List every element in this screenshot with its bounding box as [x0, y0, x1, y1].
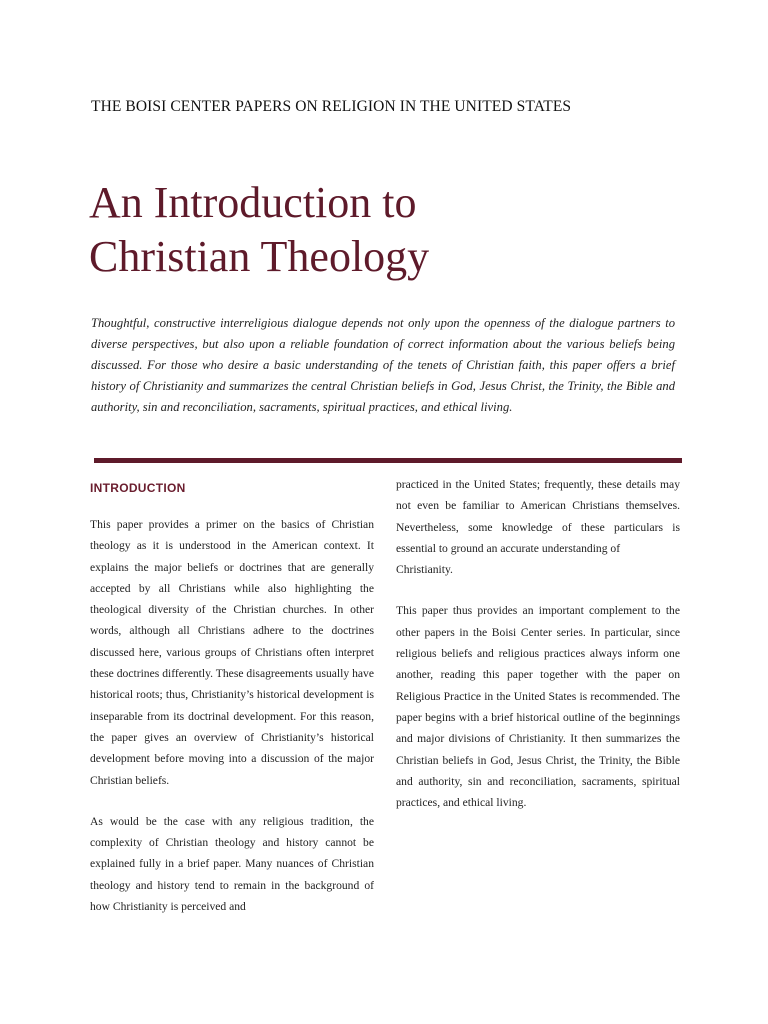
- section-divider: [94, 458, 682, 463]
- paragraph: This paper provides a primer on the basics of Christian theology as it is understood in the American context. It explains the major beliefs or doctrines that are generally accepted by all Christians while also highlighting the theological diversity of the Christian churches. In other words, although all Christians adhere to the doctrines discussed here, various groups of Christians often interpret these doctrines differently. These disagreements usually have historical roots; thus, Christianity’s historical development is inseparable from its doctrinal development. For this reason, the paper gives an overview of Christianity’s historical development before moving into a discussion of the major Christian beliefs.: [90, 518, 374, 787]
- series-title: THE BOISI CENTER PAPERS ON RELIGION IN THE UNITED STATES: [91, 98, 572, 115]
- abstract: Thoughtful, constructive interreligious dialogue depends not only upon the openness of the dialogue partners to diverse perspectives, but also upon a reliable foundation of correct information about the various beliefs being discussed. For those who desire a basic understanding of the tenets of Christian faith, this paper offers a brief history of Christianity and summarizes the central Christian beliefs in God, Jesus Christ, the Trinity, the Bible and authority, sin and reconciliation, sacraments, spiritual practices, and ethical living.: [91, 316, 675, 414]
- title-line-1: An Introduction to: [89, 178, 417, 227]
- title-line-2: Christian Theology: [89, 232, 430, 281]
- page-title: [89, 176, 689, 284]
- paragraph: Christianity.: [396, 563, 453, 577]
- paragraph: As would be the case with any religious tradition, the complexity of Christian theology and history cannot be explained fully in a brief paper. Many nuances of Christian theology and history tend to remain in the background of how Christianity is perceived and: [90, 814, 374, 914]
- paragraph: practiced in the United States; frequently, these details may not even be familiar to American Christians themselves. Nevertheless, some knowledge of these particulars is essential to ground an accurate understanding of: [396, 478, 680, 555]
- section-heading: INTRODUCTION: [90, 481, 186, 495]
- right-column: [396, 474, 680, 813]
- left-column: [90, 478, 374, 917]
- paragraph: This paper thus provides an important complement to the other papers in the Boisi Center series. In particular, since religious beliefs and religious practices always inform one another, reading this paper together with the paper on Religious Practice in the United States is recommended. The paper begins with a brief historical outline of the beginnings and major divisions of Christianity. It then summarizes the Christian beliefs in God, Jesus Christ, the Trinity, the Bible and authority, sin and reconciliation, sacraments, spiritual practices, and ethical living.: [396, 604, 680, 810]
